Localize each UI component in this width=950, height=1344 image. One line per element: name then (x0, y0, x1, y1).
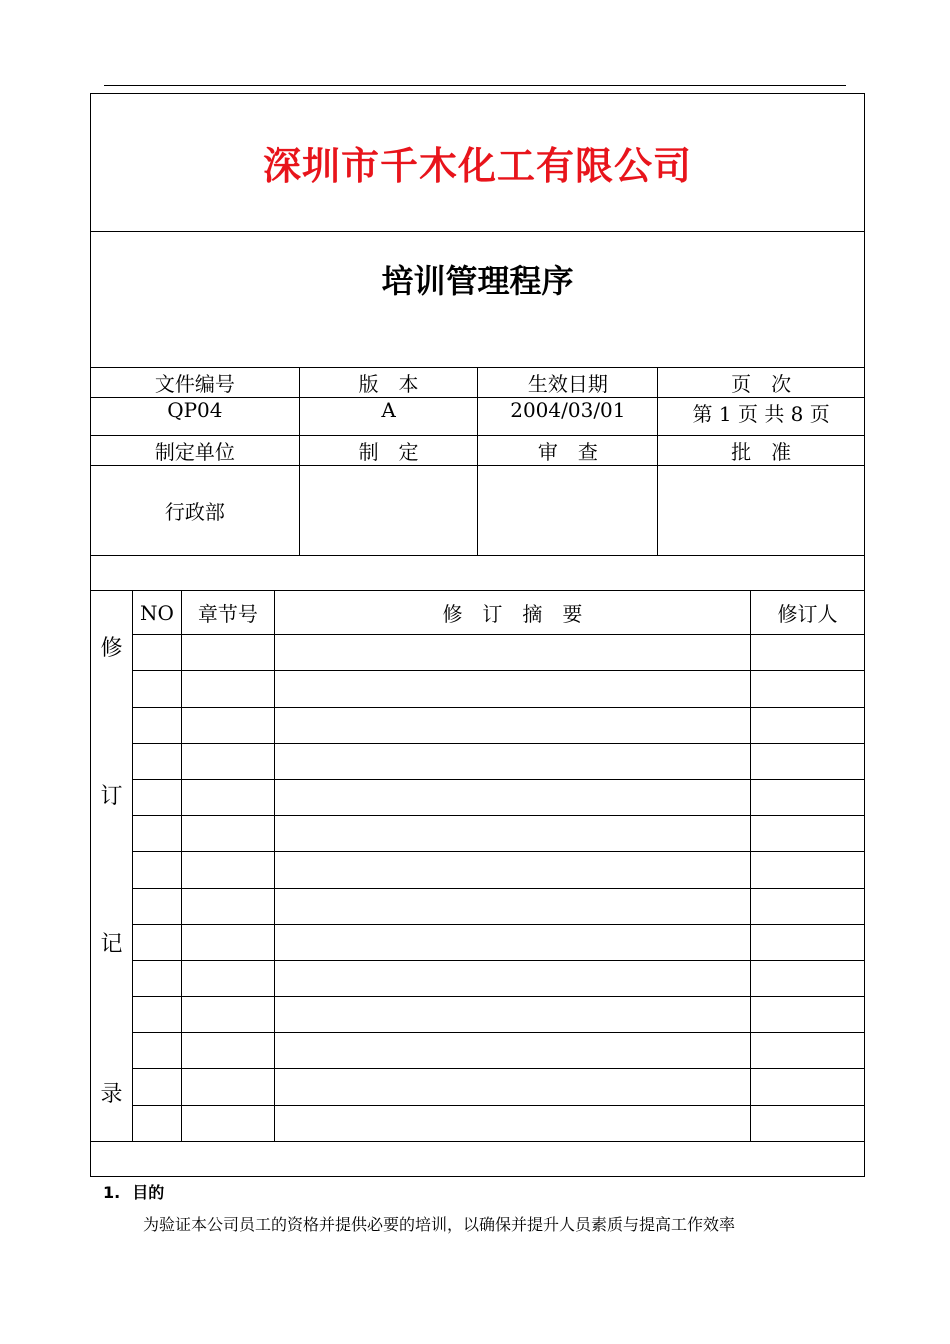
table-row (91, 707, 865, 743)
effective-date-value: 2004/03/01 (478, 398, 658, 436)
section-1-heading (103, 1180, 164, 1203)
document-info-table (90, 367, 865, 556)
header-issuing-unit: 制定单位 (91, 436, 300, 466)
header-no: NO (132, 591, 181, 635)
file-number-value: QP04 (91, 398, 300, 436)
section-1-text: 为验证本公司员工的资格并提供必要的培训，以确保并提升人员素质与提高工作效率 (143, 1215, 736, 1234)
blank-footer-row (91, 1141, 864, 1178)
table-row (91, 1033, 865, 1069)
table-row (91, 852, 865, 888)
issuing-unit-value: 行政部 (91, 466, 300, 556)
header-file-number: 文件编号 (91, 368, 300, 398)
table-row (91, 1069, 865, 1105)
revision-record-table (90, 590, 865, 1142)
header-reviser: 修订人 (751, 591, 865, 635)
header-reviewed-by: 审 查 (478, 436, 658, 466)
table-row (91, 1105, 865, 1141)
blank-row (91, 549, 864, 591)
revision-side-label (91, 591, 133, 1142)
approved-by-cell (658, 466, 865, 556)
prepared-by-cell (299, 466, 478, 556)
header-effective-date: 生效日期 (478, 368, 658, 398)
version-value: A (299, 398, 478, 436)
table-row (91, 816, 865, 852)
page-value: 第 1 页 共 8 页 (658, 398, 865, 436)
header-rule (104, 85, 846, 86)
table-row (91, 960, 865, 996)
table-row (91, 635, 865, 671)
document-title: 培训管理程序 (91, 232, 864, 368)
header-page: 页 次 (658, 368, 865, 398)
side-char-3: 记 (100, 932, 123, 957)
table-row (91, 779, 865, 815)
reviewed-by-cell (478, 466, 658, 556)
header-version: 版 本 (299, 368, 478, 398)
table-row (91, 743, 865, 779)
side-char-2: 订 (100, 784, 123, 809)
side-char-4: 录 (100, 1082, 123, 1107)
table-row (91, 888, 865, 924)
section-number: 1. (103, 1183, 121, 1202)
document-cover-frame (90, 93, 865, 1177)
table-row (91, 997, 865, 1033)
table-row (91, 671, 865, 707)
header-section: 章节号 (181, 591, 274, 635)
section-title: 目的 (132, 1183, 165, 1202)
header-prepared-by: 制 定 (299, 436, 478, 466)
header-approved-by: 批 准 (658, 436, 865, 466)
company-name: 深圳市千木化工有限公司 (91, 94, 864, 232)
table-row (91, 924, 865, 960)
header-summary: 修 订 摘 要 (274, 591, 750, 635)
side-char-1: 修 (100, 636, 123, 661)
